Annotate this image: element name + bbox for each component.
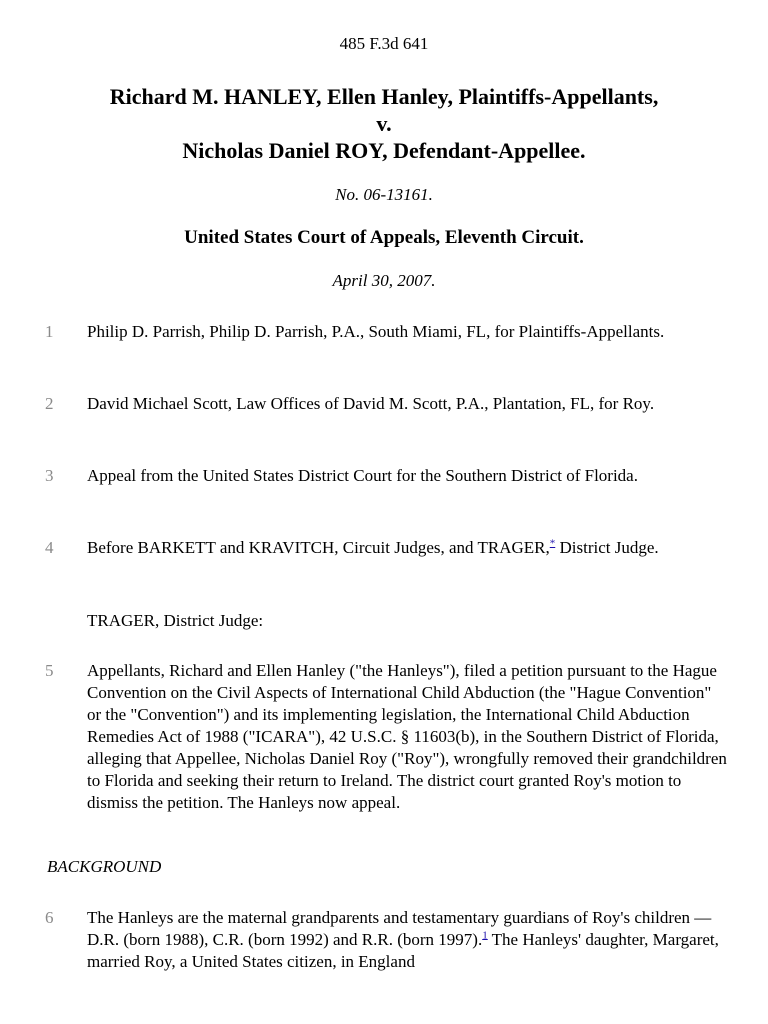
text-segment: District Judge.	[555, 538, 659, 557]
section-heading: BACKGROUND	[47, 857, 162, 876]
paragraph-number: 3	[45, 466, 54, 485]
paragraph-number: 1	[45, 322, 54, 341]
court-name: United States Court of Appeals, Eleventh Circuit.	[184, 227, 584, 248]
caption-versus: v.	[376, 111, 392, 136]
case-caption	[0, 83, 768, 164]
paragraph-text: Philip D. Parrish, Philip D. Parrish, P.A., South Miami, FL, for Plaintiffs-Appellants.	[87, 322, 665, 341]
paragraph-number: 6	[45, 908, 54, 927]
text-segment: Before BARKETT and KRAVITCH, Circuit Judges, and TRAGER,	[87, 538, 550, 557]
paragraph-number: 5	[45, 661, 54, 680]
paragraph-text: David Michael Scott, Law Offices of David M. Scott, P.A., Plantation, FL, for Roy.	[87, 394, 655, 413]
text-segment: The Hanleys' daughter, Margaret, married Roy, a United States citizen, in England	[87, 930, 719, 971]
docket-number: No. 06-13161.	[335, 185, 433, 204]
text-segment: The Hanleys are the maternal grandparents and testamentary guardians of Roy's children — D.R. (born 1988), C.R. (born 1992) and R.R. (born 1997).	[87, 908, 712, 949]
footnote-link[interactable]: *	[549, 537, 556, 550]
caption-defendant: Nicholas Daniel ROY, Defendant-Appellee.	[182, 138, 586, 163]
reporter-citation: 485 F.3d 641	[339, 34, 429, 53]
caption-plaintiffs: Richard M. HANLEY, Ellen Hanley, Plaintiffs-Appellants,	[109, 84, 659, 109]
paragraph-text: Appeal from the United States District Court for the Southern District of Florida.	[87, 466, 638, 485]
author-line: TRAGER, District Judge:	[87, 611, 264, 630]
paragraph-text: Appellants, Richard and Ellen Hanley ("the Hanleys"), filed a petition pursuant to the Hague Convention on the Civil Aspects of International Child Abduction (the "Hague Convention" or the "Convention") and its implementing legislation, the International Child Abduction Remedies Act of 1988 ("ICARA"), 42 U.S.C. § 11603(b), in the Southern District of Florida, alleging that Appellee, Nicholas Daniel Roy ("Roy"), wrongfully removed their grandchildren to Florida and seeking their return to Ireland. The district court granted Roy's motion to dismiss the petition. The Hanleys now appeal.	[87, 661, 727, 812]
paragraph-number: 4	[45, 538, 54, 557]
decision-date: April 30, 2007.	[332, 271, 436, 290]
footnote-link[interactable]: 1	[482, 929, 488, 942]
paragraph-text	[87, 907, 727, 973]
paragraph-text	[87, 537, 727, 559]
paragraph-number: 2	[45, 394, 54, 413]
